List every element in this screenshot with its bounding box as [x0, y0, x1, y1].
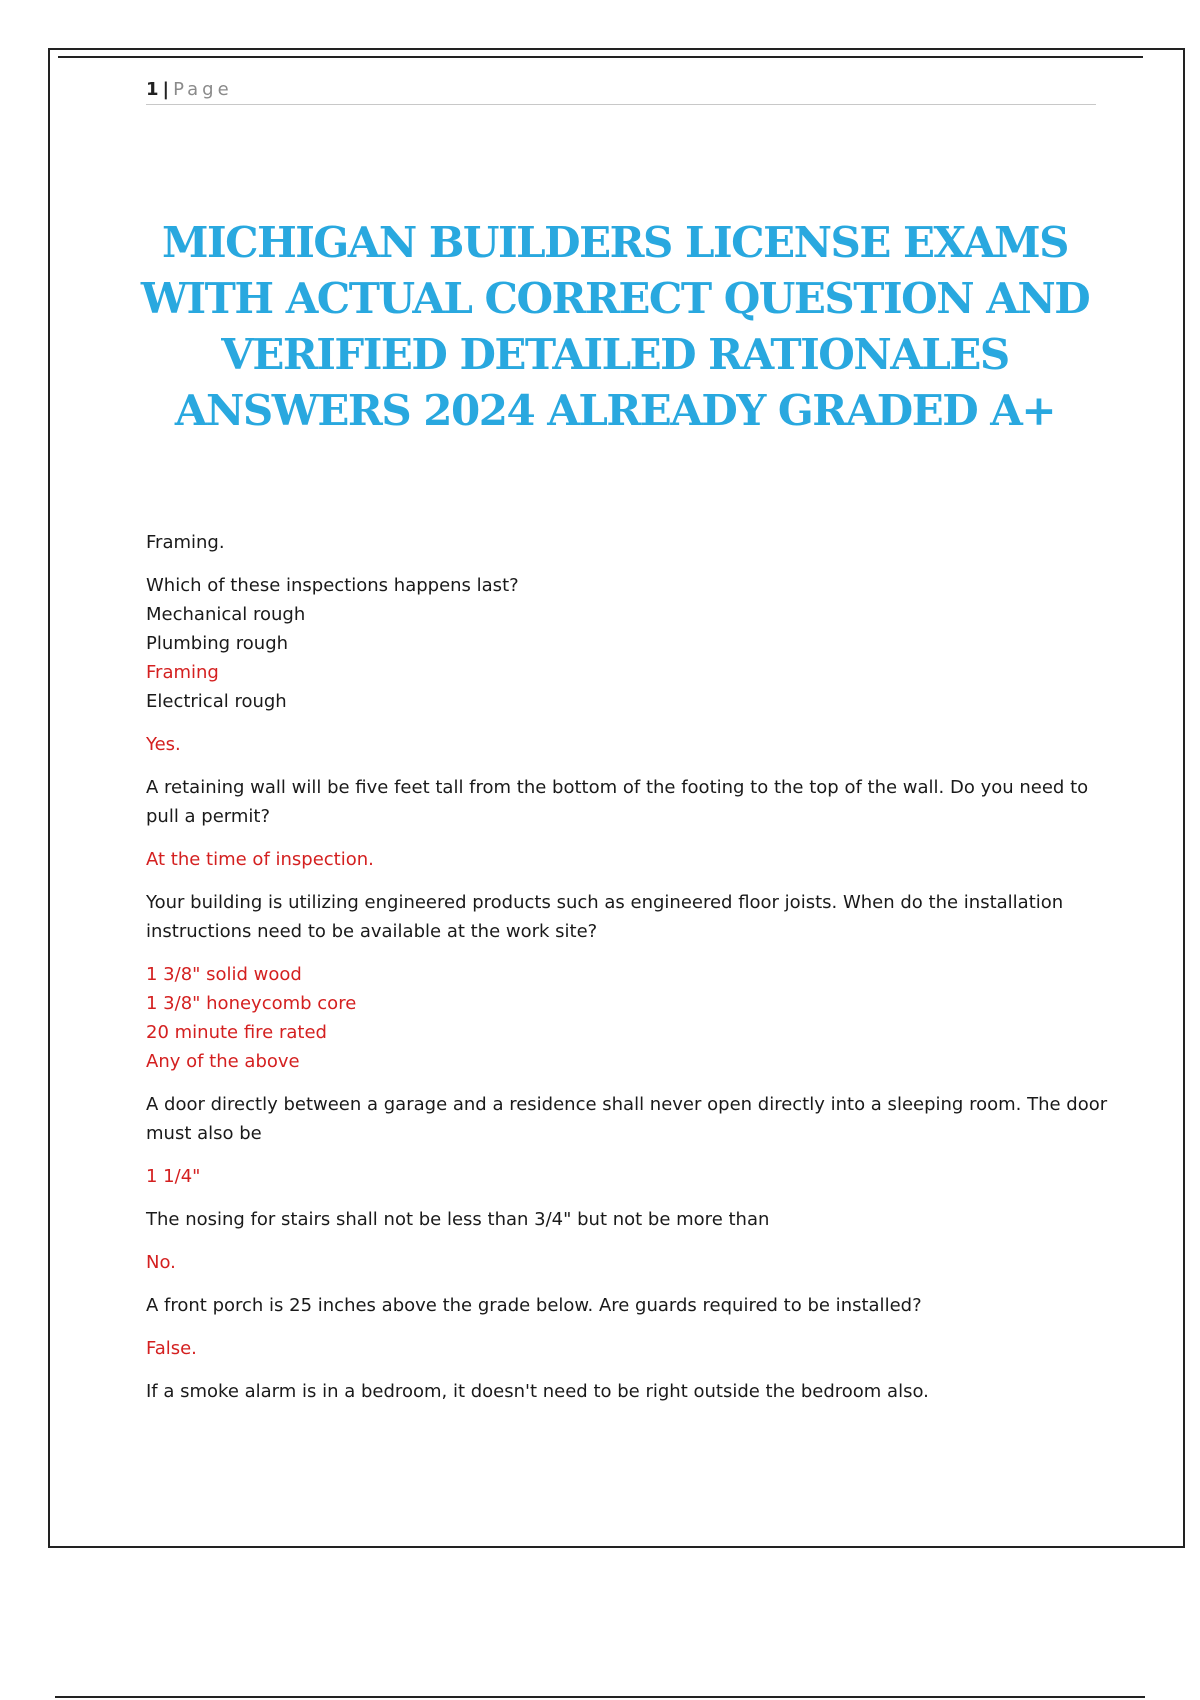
answer-text: Yes.	[146, 734, 181, 755]
answer-text: 1 1/4"	[146, 1166, 201, 1187]
qa-content	[146, 528, 1121, 1406]
question-text: The nosing for stairs shall not be less than 3/4" but not be more than	[146, 1209, 770, 1230]
option-item: Plumbing rough	[146, 633, 289, 654]
answer-text: At the time of inspection.	[146, 849, 374, 870]
page-number: 1	[146, 79, 159, 100]
option-item: Electrical rough	[146, 691, 287, 712]
question-text: Which of these inspections happens last?	[146, 575, 519, 596]
answer-text: False.	[146, 1338, 197, 1359]
document-title: MICHIGAN BUILDERS LICENSE EXAMS WITH ACTUAL CORRECT QUESTION AND VERIFIED DETAILED RATIONALES ANSWERS 2024 ALREADY GRADED A+	[140, 218, 1090, 435]
question-text: Your building is utilizing engineered products such as engineered floor joists. When do the installation instructions need to be available at the work site?	[146, 892, 1064, 942]
question-text: If a smoke alarm is in a bedroom, it doesn't need to be right outside the bedroom also.	[146, 1381, 929, 1402]
question-text: A front porch is 25 inches above the grade below. Are guards required to be installed?	[146, 1295, 922, 1316]
option-item: Mechanical rough	[146, 604, 306, 625]
page-header	[146, 76, 1096, 105]
option-item-correct: Framing	[146, 662, 219, 683]
question-text: A door directly between a garage and a residence shall never open directly into a sleeping room. The door must also be	[146, 1094, 1108, 1144]
answer-text: 20 minute fire rated	[146, 1022, 327, 1043]
answer-text: 1 3/8" honeycomb core	[146, 993, 357, 1014]
answer-text: 1 3/8" solid wood	[146, 964, 302, 985]
answer-text: Any of the above	[146, 1051, 300, 1072]
header-separator: |	[162, 79, 170, 100]
frame-top-rule	[58, 56, 1143, 58]
next-page-rule	[55, 1696, 1145, 1698]
page-label: Page	[173, 79, 233, 100]
question-text: A retaining wall will be five feet tall from the bottom of the footing to the top of the wall. Do you need to pull a permit?	[146, 777, 1089, 827]
page-frame	[48, 48, 1185, 1548]
answer-text: No.	[146, 1252, 176, 1273]
answer-text: Framing.	[146, 532, 225, 553]
